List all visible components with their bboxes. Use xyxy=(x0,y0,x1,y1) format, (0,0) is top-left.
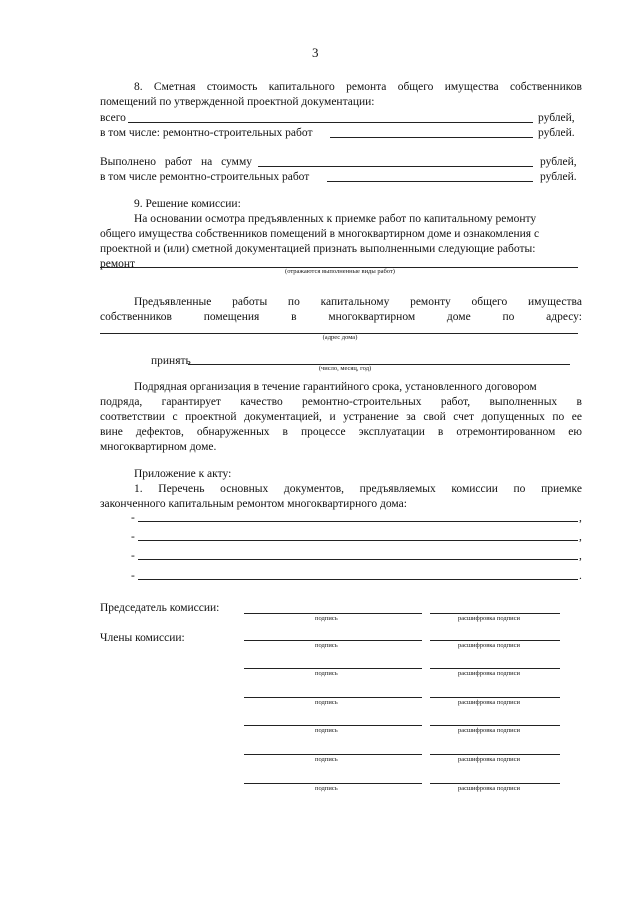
appendix-item-dash: - xyxy=(131,512,135,524)
word: обнаруженных xyxy=(196,426,270,438)
word: в xyxy=(282,426,288,438)
appendix-item-dash: - xyxy=(131,550,135,562)
word: собственников xyxy=(100,311,172,323)
signature-field[interactable] xyxy=(244,668,422,669)
signature-field[interactable] xyxy=(244,725,422,726)
appendix-item-dash: - xyxy=(131,570,135,582)
word: Выполнено xyxy=(100,156,157,168)
total-label: всего xyxy=(100,112,126,124)
decode-caption: расшифровка подписи xyxy=(458,756,521,763)
word: Перечень xyxy=(158,483,205,495)
word: по xyxy=(502,311,515,323)
decode-caption: расшифровка подписи xyxy=(458,642,521,649)
word: свой xyxy=(423,411,446,423)
word: выполненных xyxy=(489,396,558,408)
appendix-item-end: . xyxy=(579,570,582,582)
word: общего xyxy=(471,296,508,308)
word: с xyxy=(172,411,178,423)
word: на xyxy=(201,156,213,168)
word: работы xyxy=(232,296,268,308)
appendix-item-dash: - xyxy=(131,531,135,543)
word: в xyxy=(291,311,297,323)
word: основных xyxy=(220,483,269,495)
decode-caption: расшифровка подписи xyxy=(458,615,521,622)
word: вине xyxy=(100,426,123,438)
signature-caption: подпись xyxy=(315,699,338,706)
signature-decode-field[interactable] xyxy=(430,754,560,755)
word: и xyxy=(329,411,336,423)
construction-cost-field[interactable] xyxy=(330,137,533,138)
word: процессе xyxy=(300,426,346,438)
signature-field[interactable] xyxy=(244,783,422,784)
warranty-line3 xyxy=(100,410,582,424)
word: за xyxy=(406,411,416,423)
decode-caption: расшифровка подписи xyxy=(458,699,521,706)
signature-caption: подпись xyxy=(315,615,338,622)
section9-heading: 9. Решение комиссии: xyxy=(134,198,241,210)
word: документацией, xyxy=(244,411,322,423)
word: в xyxy=(437,426,444,438)
word: многоквартирном xyxy=(328,311,416,323)
word: работ xyxy=(164,156,193,168)
word: ею xyxy=(568,426,582,438)
word: ремонту xyxy=(410,296,451,308)
word: соответствии xyxy=(100,411,165,423)
word: по xyxy=(287,296,300,308)
address-caption: (адрес дома) xyxy=(322,334,358,341)
word: проектной xyxy=(185,411,237,423)
word: устранение xyxy=(343,411,399,423)
signature-caption: подпись xyxy=(315,756,338,763)
section9-para2: общего имущества собственников помещений в многоквартирном доме и ознакомления с xyxy=(100,228,540,240)
appendix-item-end: , xyxy=(579,550,582,562)
accept-label: принять xyxy=(151,355,191,367)
word: эксплуатации xyxy=(358,426,425,438)
chairman-label: Председатель комиссии: xyxy=(100,602,220,614)
repair-caption: (отражаются выполненные виды работ) xyxy=(285,268,395,275)
signature-caption: подпись xyxy=(315,727,338,734)
word: счет xyxy=(453,411,475,423)
appendix-item-field[interactable] xyxy=(138,559,578,560)
section9-para1: На основании осмотра предъявленных к приемке работ по капитальному ремонту xyxy=(134,213,537,225)
word: сумму xyxy=(221,156,252,168)
appendix-item-field[interactable] xyxy=(138,521,578,522)
word: отремонтированном xyxy=(456,426,556,438)
signature-caption: подпись xyxy=(315,785,338,792)
word: Предъявленные xyxy=(134,296,212,308)
presented-line1 xyxy=(134,295,582,309)
total-field[interactable] xyxy=(128,122,533,123)
appendix-item-end: , xyxy=(579,531,582,543)
signature-decode-field[interactable] xyxy=(430,668,560,669)
word: капитальному xyxy=(320,296,390,308)
appendix-line1 xyxy=(134,482,582,496)
warranty-line2 xyxy=(100,395,582,409)
word: работ, xyxy=(440,396,471,408)
word: дефектов, xyxy=(135,426,184,438)
signature-field[interactable] xyxy=(244,754,422,755)
appendix-line2: законченного капитальным ремонтом многоквартирного дома: xyxy=(100,498,407,510)
word: приемке xyxy=(541,483,582,495)
appendix-item-field[interactable] xyxy=(138,579,578,580)
signature-field[interactable] xyxy=(244,640,422,641)
members-label: Члены комиссии: xyxy=(100,632,185,644)
word: комиссии xyxy=(451,483,498,495)
word: помещения xyxy=(203,311,260,323)
warranty-line4 xyxy=(100,425,582,439)
signature-decode-field[interactable] xyxy=(430,613,560,614)
appendix-item-end: , xyxy=(579,512,582,524)
section8-line2: помещений по утвержденной проектной документации: xyxy=(100,96,375,108)
word: предъявляемых xyxy=(359,483,436,495)
word: по xyxy=(513,483,526,495)
section9-para3: проектной и (или) сметной документацией признать выполненными следующие работы: xyxy=(100,243,536,255)
section8-line1 xyxy=(134,80,582,94)
word: по xyxy=(552,411,565,423)
word: адресу: xyxy=(546,311,582,323)
completed-unit: рублей, xyxy=(540,156,577,168)
word: 8. xyxy=(134,81,143,93)
signature-field[interactable] xyxy=(244,613,422,614)
word: доме xyxy=(446,311,471,323)
total-unit: рублей, xyxy=(538,112,575,124)
warranty-line5: многоквартирном доме. xyxy=(100,441,217,453)
presented-line2 xyxy=(100,310,582,324)
completed-sum-field[interactable] xyxy=(258,166,533,167)
word: ремонтно-строительных xyxy=(302,396,422,408)
appendix-item-field[interactable] xyxy=(138,540,578,541)
word: качество xyxy=(240,396,283,408)
warranty-line1: Подрядная организация в течение гарантийного срока, установленного договором xyxy=(134,381,537,393)
signature-decode-field[interactable] xyxy=(430,783,560,784)
completed-construction-unit: рублей. xyxy=(540,171,577,183)
word: собственников xyxy=(509,81,582,93)
word: капитального xyxy=(268,81,335,93)
construction-label: в том числе: ремонтно-строительных работ xyxy=(100,127,313,139)
date-caption: (число, месяц, год) xyxy=(318,365,372,372)
appendix-heading: Приложение к акту: xyxy=(134,468,232,480)
signature-decode-field[interactable] xyxy=(430,697,560,698)
word: имущества xyxy=(444,81,499,93)
construction-unit: рублей. xyxy=(538,127,575,139)
decode-caption: расшифровка подписи xyxy=(458,727,521,734)
word: имущества xyxy=(528,296,582,308)
completed-construction-field[interactable] xyxy=(327,181,533,182)
signature-caption: подпись xyxy=(315,670,338,677)
completed-construction-label: в том числе ремонтно-строительных работ xyxy=(100,171,310,183)
word: общего xyxy=(397,81,434,93)
word: Сметная xyxy=(153,81,196,93)
completed-label xyxy=(100,155,252,169)
word: допущенных xyxy=(481,411,545,423)
word: документов, xyxy=(283,483,345,495)
word: в xyxy=(576,396,582,408)
signature-caption: подпись xyxy=(315,642,338,649)
word: ее xyxy=(571,411,582,423)
page-number: 3 xyxy=(312,45,319,60)
repair-label: ремонт xyxy=(100,258,136,270)
word: гарантирует xyxy=(161,396,221,408)
word: ремонта xyxy=(346,81,387,93)
signature-decode-field[interactable] xyxy=(430,725,560,726)
decode-caption: расшифровка подписи xyxy=(458,670,521,677)
decode-caption: расшифровка подписи xyxy=(458,785,521,792)
word: 1. xyxy=(134,483,143,495)
signature-field[interactable] xyxy=(244,697,422,698)
signature-decode-field[interactable] xyxy=(430,640,560,641)
word: подряда, xyxy=(100,396,143,408)
word: стоимость xyxy=(206,81,258,93)
